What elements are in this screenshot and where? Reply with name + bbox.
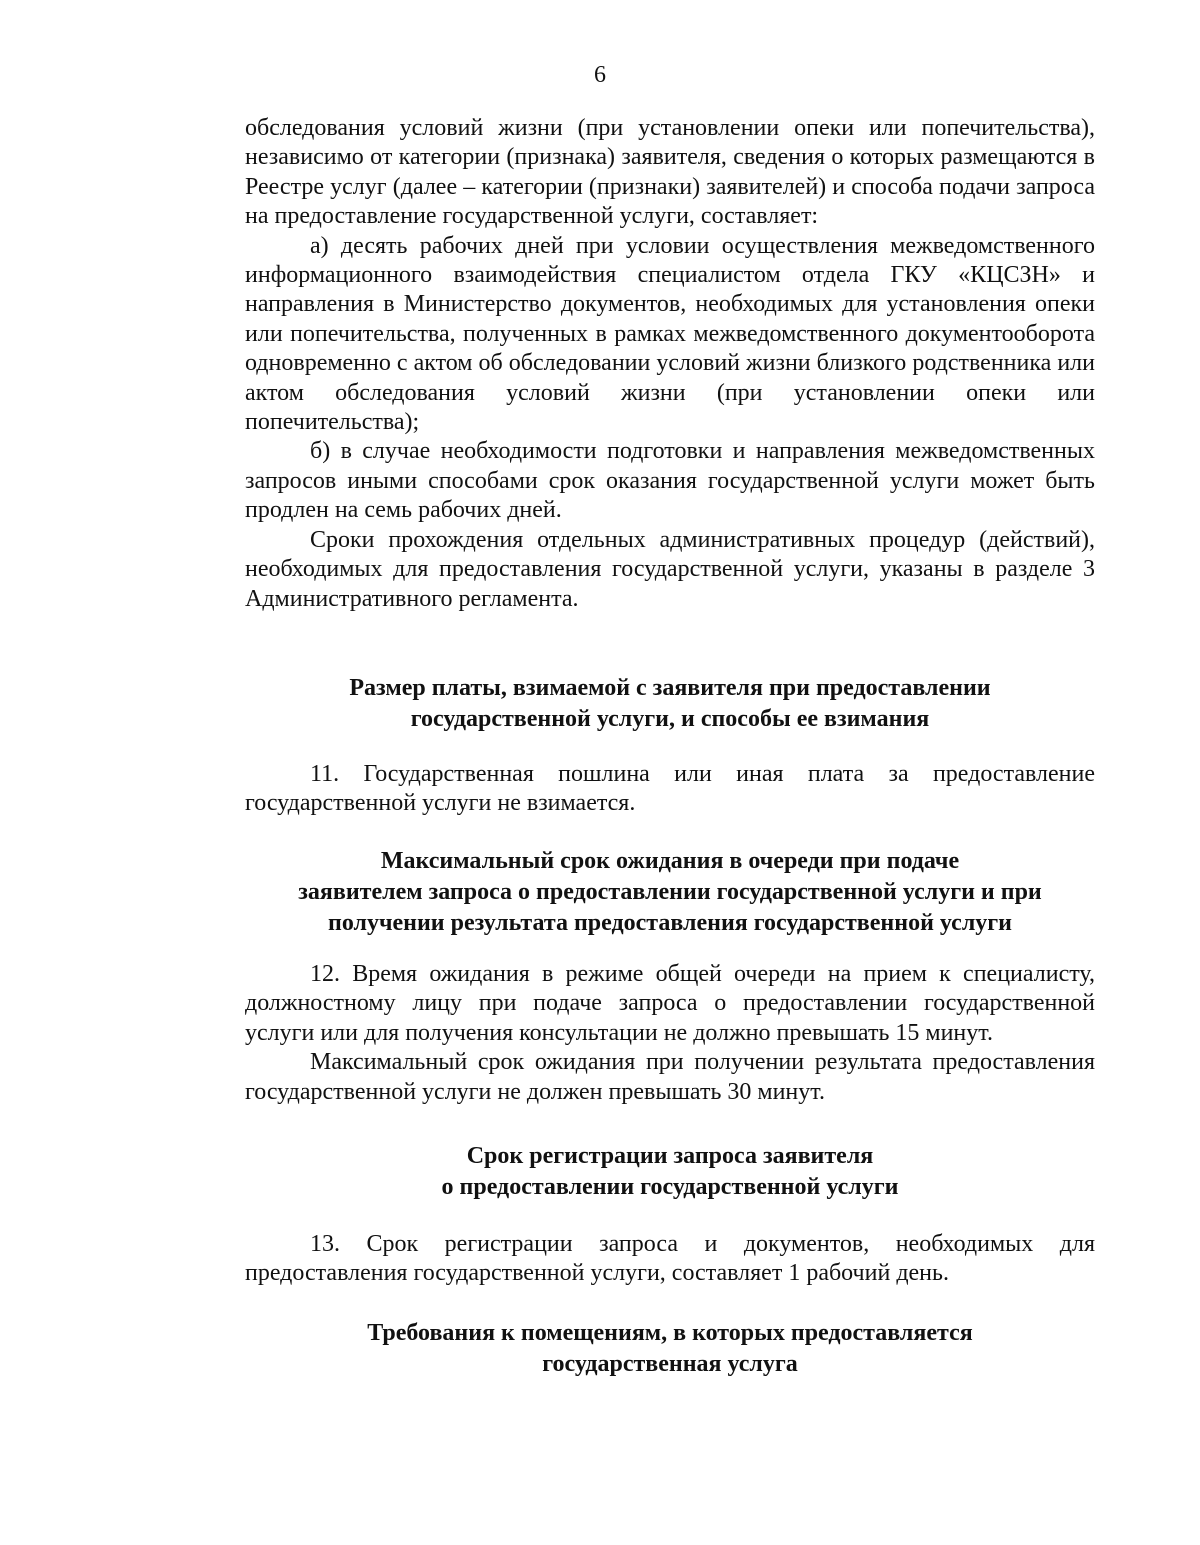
list-item-a: а) десять рабочих дней при условии осуществления межведомственного информационного взаимодействия специалистом отдела ГКУ «КЦСЗН» и направления в Министерство документов, необходимых для установления опеки или попечительства, полученных в рамках межведомственного документооборота одновременно с актом об обследовании условий жизни близкого родственника или актом обследования условий жизни (при установлении опеки или попечительства); (245, 232, 1095, 436)
queue-paragraph-1: 12. Время ожидания в режиме общей очереди на прием к специалисту, должностному лицу при подаче запроса о предоставлении государственной услуги или для получения консультации не должно превышать 15 минут. (245, 961, 1095, 1046)
section-heading-registration (245, 1141, 1095, 1203)
section-heading-fee (245, 673, 1095, 735)
queue-paragraph-2: Максимальный срок ожидания при получении результата предоставления государственной услуги не должен превышать 30 минут. (245, 1049, 1095, 1105)
heading-line: заявителем запроса о предоставлении государственной услуги и при (298, 879, 1042, 905)
body-text-registration (245, 1230, 1095, 1289)
intro-paragraph: обследования условий жизни (при установлении опеки или попечительства), независимо от категории (признака) заявителя, сведения о которых размещаются в Реестре услуг (далее – категории (признаки) заявителей) и способа подачи запроса на предоставление государственной услуги, составляет: (245, 115, 1095, 230)
body-text-queue (245, 960, 1095, 1107)
heading-line: Максимальный срок ожидания в очереди при подаче (380, 848, 960, 874)
heading-line: о предоставлении государственной услуги (441, 1174, 899, 1200)
list-item-b: б) в случае необходимости подготовки и направления межведомственных запросов иными способами срок оказания государственной услуги может быть продлен на семь рабочих дней. (245, 438, 1095, 524)
heading-line: Срок регистрации запроса заявителя (466, 1143, 874, 1169)
heading-line: государственная услуга (542, 1351, 798, 1377)
section-heading-queue (245, 846, 1095, 939)
heading-line: Размер платы, взимаемой с заявителя при предоставлении (349, 675, 991, 701)
heading-line: государственной услуги, и способы ее взимания (410, 706, 930, 732)
body-text-fee (245, 760, 1095, 819)
page-number: 6 (594, 62, 606, 88)
heading-line: Требования к помещениям, в которых предоставляется (367, 1320, 973, 1346)
terms-paragraph: Сроки прохождения отдельных административных процедур (действий), необходимых для предоставления государственной услуги, указаны в разделе 3 Административного регламента. (245, 526, 1095, 612)
body-text-top (245, 114, 1095, 614)
section-heading-premises (245, 1318, 1095, 1380)
registration-paragraph: 13. Срок регистрации запроса и документов, необходимых для предоставления государственной услуги, составляет 1 рабочий день. (245, 1231, 1095, 1287)
fee-paragraph: 11. Государственная пошлина или иная плата за предоставление государственной услуги не взимается. (245, 761, 1095, 817)
heading-line: получении результата предоставления государственной услуги (327, 910, 1013, 936)
